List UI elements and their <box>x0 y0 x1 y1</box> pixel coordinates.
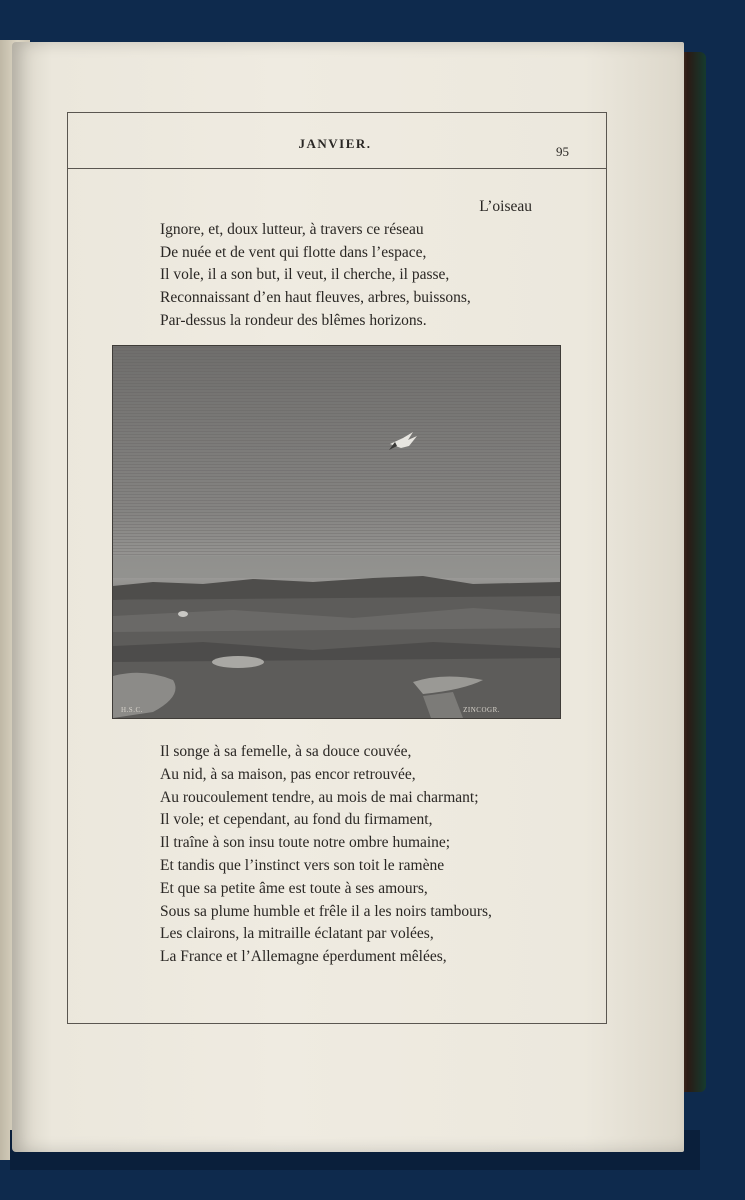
verse-line: Il songe à sa femelle, à sa douce couvée, <box>160 743 412 760</box>
running-title: JANVIER. <box>298 136 372 151</box>
verse-line: Les clairons, la mitraille éclatant par volées, <box>160 925 434 943</box>
verse-line: Reconnaissant d’en haut fleuves, arbres, buissons, <box>160 289 471 307</box>
verse-line: Et que sa petite âme est toute à ses amours, <box>160 879 428 897</box>
verse-line: Par-dessus la rondeur des blêmes horizons. <box>160 311 427 329</box>
verse-line: Et tandis que l’instinct vers son toit le ramène <box>160 856 445 874</box>
header-rule <box>67 168 607 169</box>
verse-line: De nuée et de vent qui flotte dans l’espace, <box>160 243 427 261</box>
verse-line: La France et l’Allemagne éperdument mêlées, <box>160 948 447 966</box>
engraver-signature-right: ZINCOGR. <box>463 706 500 714</box>
verse-line: L’oiseau <box>479 198 532 215</box>
engraver-signature-left: H.S.C. <box>121 706 143 714</box>
verse-line: Il vole, il a son but, il veut, il cherche, il passe, <box>160 266 450 284</box>
verse-line: Ignore, et, doux lutteur, à travers ce réseau <box>160 220 424 238</box>
verse-block-bottom <box>160 741 492 969</box>
engraving-image <box>113 346 560 718</box>
verse-line: Sous sa plume humble et frêle il a les noirs tambours, <box>160 902 492 920</box>
page-number: 95 <box>556 144 569 159</box>
verse-line: Au nid, à sa maison, pas encor retrouvée, <box>160 765 416 783</box>
verse-line: Il vole; et cependant, au fond du firmament, <box>160 811 433 829</box>
verse-line: Au roucoulement tendre, au mois de mai charmant; <box>160 788 479 806</box>
verse-line: Il traîne à son insu toute notre ombre humaine; <box>160 834 451 852</box>
verse-block-top <box>160 196 532 333</box>
engraving-illustration <box>112 345 561 719</box>
